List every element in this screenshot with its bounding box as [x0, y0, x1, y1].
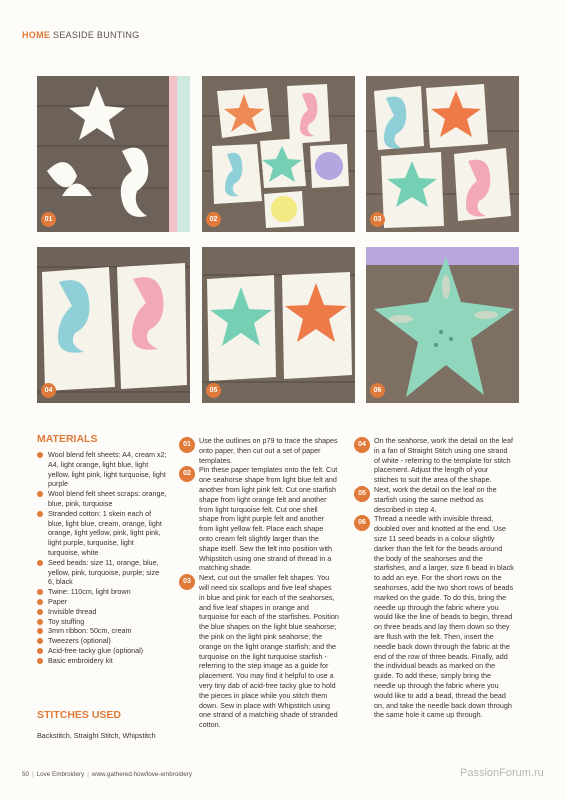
step-number: 06: [354, 515, 370, 531]
step-04: [354, 436, 514, 485]
instructions-column-1: [179, 436, 339, 730]
step-text: Thread a needle with invisible thread, doubled over and knotted at the end. Use size 11 seed beads in a colour slightly darker than the felt for the beads around the body of the seahorses and the starfishes, and a larger, size 6 bead in black to add an eye. For the short rows on the seahorses, add the two short rows of beads marked on the guide. To do this, bring the needle up through the fabric where you would like the line of beads to begin, thread on three beads and lay them down so they are flush with the felt. Then, insert the needle back down through the fabric at the end of the row of three beads. Finally, add the individual beads as marked on the guide. To add these, simply bring the needle up through the fabric where you would like to add a bead, thread the bead on, and take the needle back down through the same hole it came up through.: [374, 514, 514, 720]
step-05: [354, 485, 514, 514]
materials-heading: MATERIALS: [37, 433, 98, 445]
list-item: Tweezers (optional): [37, 636, 167, 646]
photo-number: 03: [370, 212, 385, 227]
step-text: Next, work the detail on the leaf on the starfish using the same method as described in step 4.: [374, 484, 497, 514]
list-item: Toy stuffing: [37, 617, 167, 627]
stitches-text: Backstitch, Straight Stitch, Whipstitch: [37, 731, 156, 740]
step-photo-4: [37, 247, 190, 403]
photo-number: 01: [41, 212, 56, 227]
photo-number: 04: [41, 383, 56, 398]
list-item: 3mm ribbon: 50cm, cream: [37, 626, 167, 636]
step-photo-5: [202, 247, 355, 403]
step-photo-2: [202, 76, 355, 232]
list-item: Wool blend felt sheet scraps: orange, blue, pink, turquoise: [37, 489, 167, 509]
page-number: 50: [22, 771, 30, 778]
step-photo-3: [366, 76, 519, 232]
stitches-heading: STITCHES USED: [37, 709, 122, 721]
footer-link[interactable]: www.gathered.how/love-embroidery: [91, 771, 193, 778]
step-text: Pin these paper templates onto the felt. Cut one seahorse shape from light blue felt and another from light pink felt. Cut one starfish shape from light orange felt and another from light turquoise felt. Cut one shell shape from light purple felt and another from light yellow felt. Place each shape onto cream felt slightly larger than the shape itself. Sew the felt into position with Whipstitch using one strand of thread in a matching shade.: [199, 465, 338, 573]
step-text: On the seahorse, work the detail on the leaf in a fan of Straight Stitch using one strand of white - referring to the template for stitch placement. Adjust the length of your stitches to suit the area of the shape.: [374, 436, 514, 485]
list-item: Basic embroidery kit: [37, 656, 167, 666]
step-number: 04: [354, 437, 370, 453]
step-photo-1: [37, 76, 190, 232]
photo-number: 02: [206, 212, 221, 227]
section-label: HOME: [22, 30, 51, 40]
instructions-column-2: [354, 436, 514, 720]
list-item: Twine: 110cm, light brown: [37, 587, 167, 597]
list-item: Invisible thread: [37, 607, 167, 617]
list-item: Stranded cotton: 1 skein each of blue, light blue, cream, orange, light orange, light yellow, pink, light pink, light purple, turquoise, light turquoise, white: [37, 509, 167, 558]
list-item: Paper: [37, 597, 167, 607]
step-number: 01: [179, 437, 195, 453]
step-02: [179, 465, 339, 573]
page-header: [22, 30, 140, 40]
step-03: [179, 573, 339, 730]
step-number: 05: [354, 486, 370, 502]
list-item: Seed beads: size 11, orange, blue, yellow, pink, turquoise, purple; size 6, black: [37, 558, 167, 587]
page-footer: 50 | Love Embroidery | www.gathered.how/love-embroidery: [22, 771, 193, 778]
step-text: Use the outlines on p79 to trace the shapes onto paper, then cut out a set of paper templates.: [199, 436, 338, 465]
step-number: 03: [179, 574, 195, 590]
watermark: PassionForum.ru: [460, 767, 544, 779]
step-text: Next, cut out the smaller felt shapes. You will need six scallops and five leaf shapes in blue and pink for each of the seahorses, and five leaf shapes in orange and turquoise for each of the starfishes. Position the blue shapes on the light blue seahorse; the pink on the light pink seahorse; the orange on the light orange starfish; and the turquoise on the light turquoise starfish - referring to the step image as a guide for placement. You may find it helpful to use a very tiny dab of acid-free tacky glue to hold the pieces in place while you stitch them down. Sew in place with Whipstitch using one strand of a matching shade of stranded cotton.: [199, 573, 339, 730]
step-06: [354, 514, 514, 720]
step-01: [179, 436, 339, 465]
step-number: 02: [179, 466, 195, 482]
photo-number: 05: [206, 383, 221, 398]
list-item: Wool blend felt sheets: A4, cream x2; A4, light orange, light blue, light yellow, light pink, light turquoise, light purple: [37, 450, 167, 489]
article-title: SEASIDE BUNTING: [53, 30, 140, 40]
list-item: Acid-free tacky glue (optional): [37, 646, 167, 656]
materials-list: [37, 450, 167, 666]
step-photo-6: [366, 247, 519, 403]
magazine-name: Love Embroidery: [36, 771, 85, 778]
photo-number: 06: [370, 383, 385, 398]
